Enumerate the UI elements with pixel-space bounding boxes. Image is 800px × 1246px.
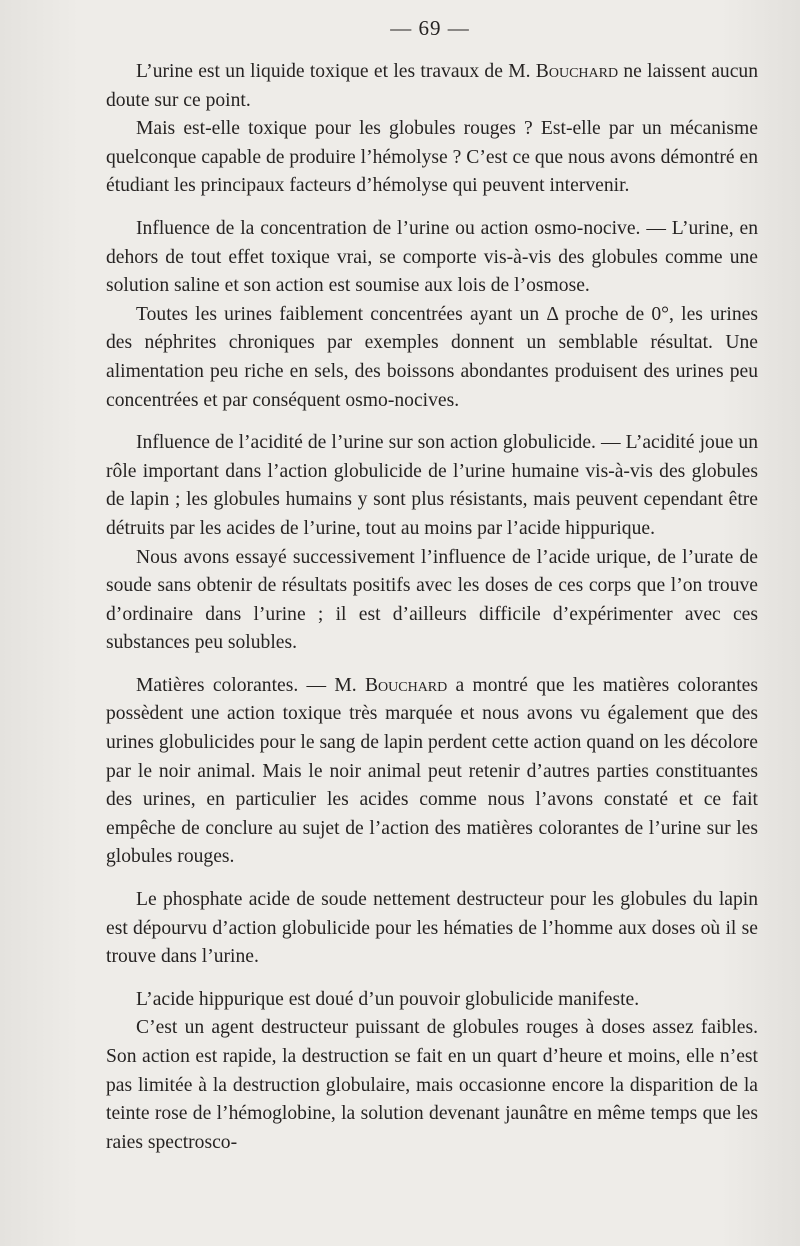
text-run: a montré que les matières colorantes possèdent une action toxique très marquée et nous avons vu également que des urines globulicides pour le sang de lapin perdent cette action quand on les décolore par le noir animal. Mais le noir animal peut retenir d’autres parties constituantes des urines, en particulier les acides comme nous l’avons constaté et ce fait empêche de conclure au sujet de l’action des matières colorantes de l’urine sur les globules rouges. (106, 674, 758, 868)
text-run: — M. (298, 674, 365, 696)
italic-text: urate de soude (106, 546, 758, 597)
body-text (106, 58, 758, 1157)
text-run: nettement destructeur pour les globules du lapin est dépourvu d’action globulicide pour les hématies de l’homme aux doses où il se trouve dans l’urine. (106, 889, 758, 968)
text-run: C’est un agent destructeur puissant de globules rouges à doses assez faibles. Son action est rapide, la destruction se fait en un quart d’heure et moins, elle n’est pas limitée à la destruction globulaire, mais occasionne encore la disparition de la teinte rose de l’hémoglobine, la solution devenant jaunâtre en même temps que les raies spectrosco- (106, 1017, 758, 1153)
text-run: Mais est-elle toxique pour les globules rouges ? Est-elle par un mécanisme quelconque capable de produire l’hémolyse ? C’est ce que nous avons démontré en étudiant les principaux facteurs d’hémolyse qui peuvent intervenir. (106, 118, 758, 197)
italic-text: Le phosphate acide de soude (136, 889, 367, 911)
text-run: est doué d’un pouvoir globulicide manifeste. (283, 988, 640, 1010)
italic-text: Influence de la concentration de l’urine ou action osmo-nocive. (136, 217, 641, 239)
paragraph-p3 (106, 215, 758, 301)
text-run: ne laissent aucun doute sur ce point. (106, 61, 758, 111)
small-caps-name: Bouchard (364, 674, 448, 696)
paragraph-p9 (106, 986, 758, 1015)
small-caps-name: Bouchard (535, 61, 619, 82)
paragraph-p10 (106, 1014, 758, 1157)
text-run: , de l’ (646, 546, 695, 568)
italic-text: L’acide hippurique (136, 988, 284, 1010)
text-run: Toutes les urines faiblement concentrées ayant un Δ proche de 0°, les urines des néphrites chroniques par exemples donnent un semblable résultat. Une alimentation peu riche en sels, des boissons abondantes produisent des urines peu concentrées et par conséquent osmo-nocives. (106, 303, 758, 411)
paragraph-p6 (106, 544, 758, 658)
paragraph-p1 (106, 58, 758, 115)
text-run: — L’acidité joue un rôle important dans l’action globulicide de l’urine humaine vis-à-vis des globules de lapin ; les globules humains y sont plus résistants, mais peuvent cependant être détruits par les acides de l’urine, tout au moins par l’acide hippurique. (106, 432, 759, 539)
text-run: — L’urine, en dehors de tout effet toxique vrai, se comporte vis-à-vis des globules comme une solution saline et son action est soumise aux lois de l’osmose. (106, 217, 758, 297)
italic-text: urique (596, 546, 647, 568)
italic-text: Influence de l’acidité de l’urine sur son action globulicide. (136, 432, 596, 454)
text-run: Nous avons essayé successivement l’influence de l’acide (136, 546, 597, 568)
page-number: — 69 — (390, 16, 470, 40)
paragraph-p7 (106, 672, 758, 872)
italic-text: Matières colorantes. (136, 674, 299, 696)
paragraph-p2 (106, 115, 758, 201)
paragraph-p8 (106, 886, 758, 972)
paragraph-p5 (106, 429, 758, 543)
text-run: L’urine est un liquide toxique et les travaux de M. (136, 61, 536, 82)
text-run: sans obtenir de résultats positifs avec les doses de ces corps que l’on trouve d’ordinaire dans l’urine ; il est d’ailleurs difficile d’expérimenter avec ces substances peu solubles. (106, 575, 758, 654)
paragraph-p4 (106, 301, 758, 415)
